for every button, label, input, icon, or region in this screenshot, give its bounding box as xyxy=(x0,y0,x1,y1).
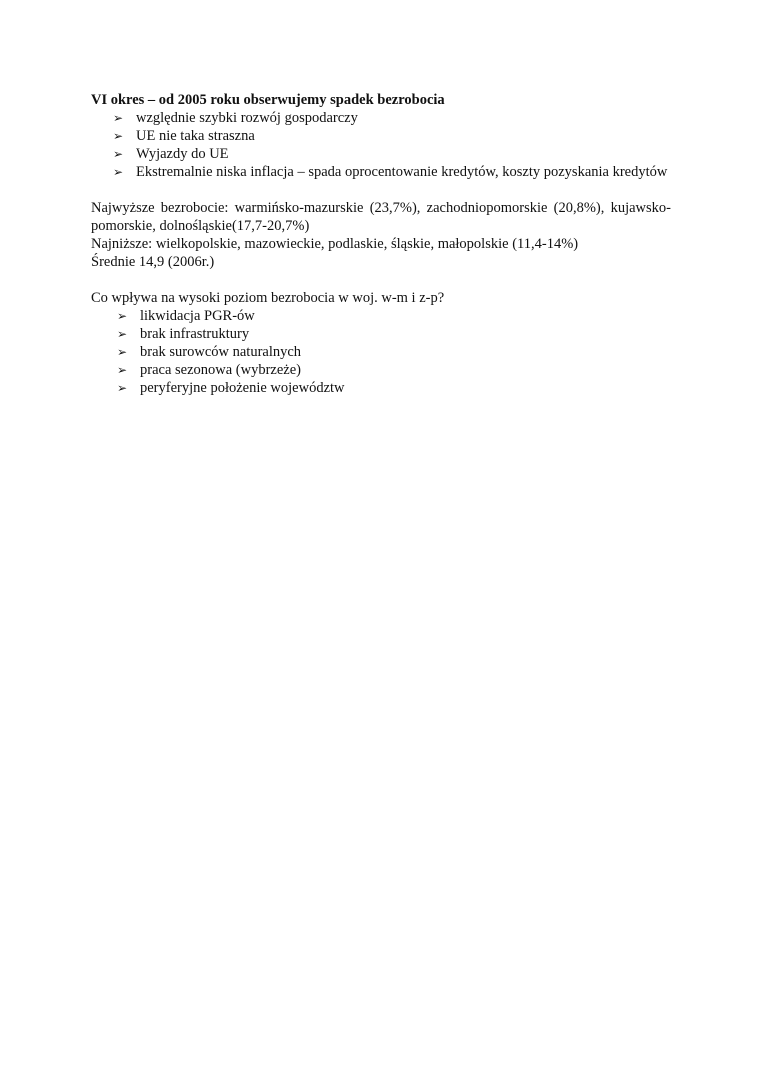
average-unemployment-text: Średnie 14,9 (2006r.) xyxy=(91,254,215,270)
arrow-bullet-icon: ➢ xyxy=(113,165,124,179)
list-item xyxy=(113,163,671,181)
list-item xyxy=(117,325,671,343)
section-heading: VI okres – od 2005 roku obserwujemy spadek bezrobocia xyxy=(91,92,445,108)
page-content xyxy=(91,91,671,397)
list-item xyxy=(117,343,671,361)
list-item-text: UE nie taka straszna xyxy=(136,128,255,144)
list-item xyxy=(113,145,671,163)
list-item-text: likwidacja PGR-ów xyxy=(140,308,255,324)
arrow-bullet-icon: ➢ xyxy=(117,381,128,395)
arrow-bullet-icon: ➢ xyxy=(117,327,128,341)
list-item-text: brak infrastruktury xyxy=(140,326,250,342)
paragraph-spacer xyxy=(91,271,671,289)
question-text: Co wpływa na wysoki poziom bezrobocia w woj. w-m i z-p? xyxy=(91,290,445,306)
arrow-bullet-icon: ➢ xyxy=(113,147,124,161)
list-item-text: praca sezonowa (wybrzeże) xyxy=(140,362,302,378)
list-item-text: Wyjazdy do UE xyxy=(136,146,229,162)
arrow-bullet-icon: ➢ xyxy=(113,129,124,143)
arrow-bullet-icon: ➢ xyxy=(113,111,124,125)
list-item-text: peryferyjne położenie województw xyxy=(140,380,345,396)
arrow-bullet-icon: ➢ xyxy=(117,345,128,359)
list-item-text: brak surowców naturalnych xyxy=(140,344,302,360)
causes-list xyxy=(91,307,671,397)
lowest-unemployment-text: Najniższe: wielkopolskie, mazowieckie, podlaskie, śląskie, małopolskie (11,4-14%) xyxy=(91,236,579,252)
list-item xyxy=(117,361,671,379)
paragraph-spacer xyxy=(91,181,671,199)
highest-unemployment-text: Najwyższe bezrobocie: warmińsko-mazurskie (23,7%), zachodniopomorskie (20,8%), kujawsko-pomorskie, dolnośląskie(17,7-20,7%) xyxy=(91,200,671,234)
list-item-text: względnie szybki rozwój gospodarczy xyxy=(136,110,358,126)
reasons-list xyxy=(91,109,671,181)
list-item xyxy=(113,127,671,145)
list-item xyxy=(113,109,671,127)
arrow-bullet-icon: ➢ xyxy=(117,309,128,323)
list-item-text: Ekstremalnie niska inflacja – spada oprocentowanie kredytów, koszty pozyskania kredytów xyxy=(136,164,668,180)
list-item xyxy=(117,379,671,397)
arrow-bullet-icon: ➢ xyxy=(117,363,128,377)
list-item xyxy=(117,307,671,325)
